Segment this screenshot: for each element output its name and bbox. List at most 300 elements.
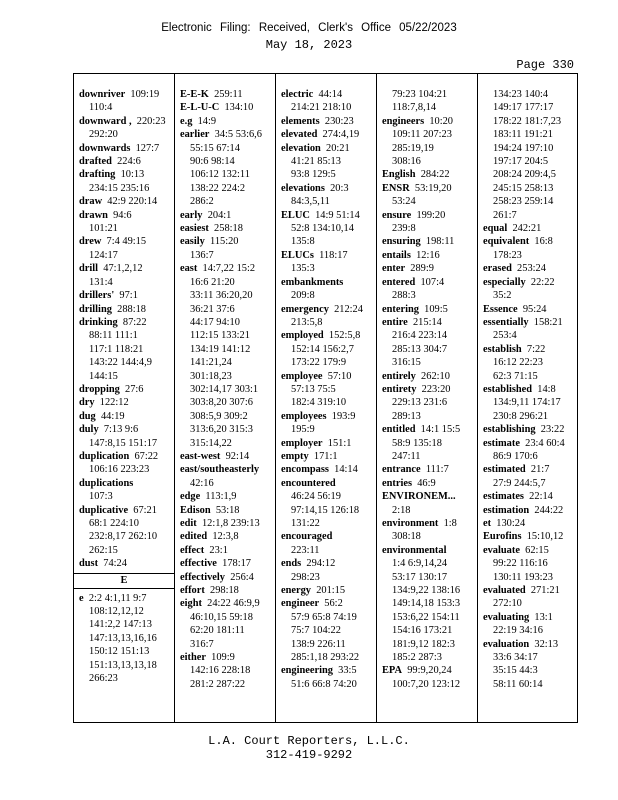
- index-entry: [79, 88, 174, 115]
- index-term: effectively: [180, 571, 225, 583]
- index-entry: [382, 262, 477, 275]
- index-term: engineers: [382, 115, 425, 127]
- page-line-refs-continued: 214:21 218:10: [291, 102, 352, 114]
- page-line-refs: 14:1 15:5: [415, 424, 461, 436]
- page-line-refs-continued: 106:12 132:11: [190, 169, 250, 181]
- page-line-refs-continued: 153:6,22 154:11: [392, 611, 460, 623]
- index-entry-line: [281, 370, 376, 383]
- page-line-refs-continued: 33:11 36:20,20: [190, 290, 253, 302]
- index-term: entirely: [382, 370, 416, 382]
- index-term: Essence: [483, 303, 518, 315]
- index-entry: [180, 209, 275, 222]
- page-line-refs: 53:18: [210, 504, 240, 516]
- page-line-refs: 32:13: [529, 638, 559, 650]
- index-entry: [180, 490, 275, 503]
- index-entry-line: [382, 463, 477, 476]
- index-entry: [483, 316, 579, 343]
- page-line-refs-continued: 142:16 228:18: [190, 665, 251, 677]
- index-entry: [281, 437, 376, 450]
- index-entry: [180, 584, 275, 597]
- page-line-refs-continued: 285:13 304:7: [392, 343, 448, 355]
- index-term: easiest: [180, 223, 209, 235]
- index-entry: [180, 557, 275, 570]
- index-term: employees: [281, 410, 327, 422]
- page-line-refs: 151:1: [322, 437, 352, 449]
- page-line-refs-continued: 46:24 56:19: [291, 491, 341, 503]
- page-line-refs: 24:22 46:9,9: [201, 598, 260, 610]
- page-line-refs-continued: 216:4 223:14: [392, 330, 448, 342]
- index-term: encountered: [281, 477, 336, 489]
- index-entry-line: [281, 584, 376, 597]
- index-term: engineer: [281, 598, 320, 610]
- index-term: drafted: [79, 156, 112, 168]
- page-line-refs-continued: 42:16: [190, 477, 214, 489]
- page-line-refs-continued: 197:17 204:5: [493, 156, 549, 168]
- index-term: east: [180, 263, 198, 275]
- index-term: entrance: [382, 464, 421, 476]
- index-entry: [483, 463, 579, 490]
- index-term: estimate: [483, 437, 520, 449]
- page-line-refs-continued: 208:24 209:4,5: [493, 169, 556, 181]
- index-entry-line: [382, 490, 477, 503]
- page-line-refs: 298:18: [204, 585, 239, 597]
- page-line-refs-continued: 79:23 104:21: [392, 89, 448, 100]
- page-line-refs: 14:14: [328, 464, 358, 476]
- index-term: edit: [180, 518, 197, 529]
- page-line-refs: 15:10,12: [521, 531, 564, 543]
- index-entry-line: [382, 370, 477, 383]
- index-entry: [382, 664, 477, 691]
- page-line-refs-continued: 234:15 235:16: [89, 182, 150, 194]
- index-entry: [382, 209, 477, 236]
- index-entry-line: [483, 611, 579, 624]
- page-line-refs: 74:24: [98, 558, 127, 570]
- page-line-refs-continued: 27:9 244:5,7: [493, 477, 546, 489]
- page-line-refs: 127:7: [130, 142, 160, 154]
- page-line-refs-continued: 229:13 231:6: [392, 397, 448, 409]
- page-line-refs: 7:4 49:15: [101, 236, 147, 248]
- index-entry: [382, 88, 477, 115]
- page-line-refs: 7:22: [521, 343, 546, 355]
- index-entry-line: [483, 490, 579, 503]
- page-line-refs-continued: 62:20 181:11: [190, 625, 245, 637]
- index-entry: [483, 88, 579, 222]
- index-term: downwards: [79, 142, 131, 154]
- page-line-refs-continued: 134:9,22 138:16: [392, 585, 461, 597]
- index-entry-line: [180, 504, 275, 517]
- page-line-refs-continued: 194:24 197:10: [493, 142, 554, 154]
- index-term: energy: [281, 585, 312, 597]
- index-entry: [382, 517, 477, 544]
- index-entry-line: [281, 664, 376, 677]
- page-line-refs-continued: 35:15 44:3: [493, 665, 538, 677]
- index-entry: [483, 584, 579, 611]
- page-line-refs-continued: 55:15 67:14: [190, 142, 240, 154]
- index-entry-line: [79, 168, 174, 181]
- index-entry: [79, 262, 174, 289]
- index-entry-line: [382, 303, 477, 316]
- index-term: duplicative: [79, 504, 129, 516]
- index-entry-line: [79, 450, 174, 463]
- index-entry: [79, 396, 174, 409]
- index-entry: [180, 571, 275, 584]
- index-entry-line: [79, 155, 174, 168]
- page-line-refs: 1:8: [438, 518, 457, 529]
- index-term: ensure: [382, 209, 412, 221]
- index-entry-line: [79, 303, 174, 316]
- index-entry-line: [483, 316, 579, 329]
- index-entry: [483, 235, 579, 262]
- index-term: earlier: [180, 129, 210, 141]
- index-column: [376, 74, 477, 722]
- page-line-refs-continued: 135:8: [291, 236, 315, 248]
- index-term: dust: [79, 558, 99, 570]
- page-line-refs: 152:5,8: [323, 330, 361, 342]
- page-line-refs-continued: 181:9,12 182:3: [392, 638, 455, 650]
- page-line-refs-continued: 53:17 130:17: [392, 571, 448, 583]
- index-term: effort: [180, 585, 205, 597]
- index-entry-line: [79, 289, 174, 302]
- page-line-refs: 62:15: [519, 544, 549, 556]
- section-letter: E: [74, 573, 174, 589]
- index-entry-line: [281, 128, 376, 141]
- page-line-refs-continued: 141:2,2 147:13: [89, 619, 152, 631]
- page-line-refs-continued: 144:15: [89, 370, 118, 382]
- index-term: electric: [281, 89, 314, 100]
- page-line-refs-continued: 106:16 223:23: [89, 464, 150, 476]
- index-column: [275, 74, 376, 722]
- index-entry: [281, 477, 376, 531]
- word-index-table: [73, 73, 578, 723]
- page-line-refs-continued: 44:17 94:10: [190, 316, 240, 328]
- reporter-phone: 312-419-9292: [265, 748, 353, 762]
- page-line-refs-continued: 150:12 151:13: [89, 646, 150, 658]
- index-term: establishing: [483, 424, 536, 436]
- index-entry-line: [79, 477, 174, 490]
- index-term: entering: [382, 303, 419, 315]
- page-line-refs-continued: 183:11 191:21: [493, 129, 553, 141]
- index-entry-line: [281, 209, 376, 222]
- index-entry: [180, 262, 275, 450]
- page-line-refs-continued: 75:7 104:22: [291, 625, 341, 637]
- index-entry-line: [180, 517, 275, 530]
- page-line-refs-continued: 289:13: [392, 410, 421, 422]
- page-line-refs-continued: 141:21,24: [190, 357, 232, 369]
- page-line-refs: 13:1: [529, 611, 553, 623]
- index-entry-line: [79, 410, 174, 423]
- index-term: embankments: [281, 276, 344, 288]
- page-line-refs: 44:19: [95, 410, 125, 422]
- index-term: ELUCs: [281, 249, 314, 261]
- index-entry-line: [281, 437, 376, 450]
- page-line-refs: 253:24: [511, 263, 546, 275]
- index-entry-line: [281, 115, 376, 128]
- index-entry-line: [281, 249, 376, 262]
- page-line-refs-continued: 230:8 296:21: [493, 410, 549, 422]
- index-entry: [180, 504, 275, 517]
- page-line-refs-continued: 149:17 177:17: [493, 102, 554, 114]
- page-line-refs-continued: 99:22 116:16: [493, 558, 548, 570]
- page-line-refs-continued: 301:18,23: [190, 370, 232, 382]
- page-line-refs: 215:14: [407, 316, 442, 328]
- index-term: ends: [281, 558, 302, 570]
- page-line-refs: 230:23: [319, 115, 354, 127]
- index-entry-line: [281, 557, 376, 570]
- index-entry-line: [483, 530, 579, 543]
- index-term: easily: [180, 236, 205, 248]
- page-line-refs-continued: 51:6 66:8 74:20: [291, 678, 357, 690]
- page-line-refs-continued: 100:7,20 123:12: [392, 678, 461, 690]
- index-entry: [79, 557, 174, 570]
- page-line-refs-continued: 258:23 259:14: [493, 196, 554, 208]
- index-entry: [180, 222, 275, 235]
- page-line-refs-continued: 195:9: [291, 424, 315, 436]
- index-entry: [483, 517, 579, 530]
- index-entry: [180, 463, 275, 490]
- index-entry: [281, 597, 376, 664]
- index-term: ENSR: [382, 182, 410, 194]
- index-entry: [483, 490, 579, 503]
- index-entry: [382, 463, 477, 476]
- index-term: duplication: [79, 450, 130, 462]
- index-entry: [281, 209, 376, 249]
- page-line-refs-continued: 112:15 133:21: [190, 330, 250, 342]
- page-line-refs: 67:21: [128, 504, 157, 516]
- index-entry-line: [483, 463, 579, 476]
- index-entry: [180, 128, 275, 208]
- index-term: entered: [382, 276, 416, 288]
- page-line-refs: 193:9: [326, 410, 356, 422]
- page-line-refs: 107:4: [415, 276, 445, 288]
- index-term: ENVIRONEM...: [382, 491, 456, 503]
- index-term: estimates: [483, 491, 524, 503]
- index-term: elevated: [281, 129, 318, 141]
- index-entry-line: [382, 276, 477, 289]
- page-line-refs: 10:20: [424, 115, 454, 127]
- page-line-refs-continued: 239:8: [392, 223, 416, 235]
- index-entry: [483, 262, 579, 275]
- index-entry-line: [483, 235, 579, 248]
- index-entry: [382, 235, 477, 248]
- index-entry: [382, 276, 477, 303]
- page-line-refs: 118:17: [313, 249, 348, 261]
- index-entry-line: [483, 303, 579, 316]
- page-line-refs: 95:24: [517, 303, 547, 315]
- reporter-company: L.A. Court Reporters, L.L.C.: [208, 734, 410, 748]
- index-entry-line: [180, 235, 275, 248]
- page-line-refs: 14:7,22 15:2: [197, 263, 256, 275]
- index-entry-line: [79, 557, 174, 570]
- page-line-refs: 47:1,2,12: [98, 263, 143, 275]
- index-entry-line: [281, 477, 376, 490]
- index-term: EPA: [382, 665, 403, 677]
- index-term: estimated: [483, 464, 526, 476]
- index-entry-line: [382, 249, 477, 262]
- page-line-refs: 204:1: [202, 209, 232, 221]
- page-line-refs: 46:9: [412, 477, 436, 489]
- index-term: drill: [79, 263, 99, 275]
- page-line-refs: 109:5: [418, 303, 448, 315]
- index-term: Eurofins: [483, 531, 522, 543]
- page-line-refs: 22:22: [525, 276, 555, 288]
- page-line-refs: 14:8: [532, 383, 556, 395]
- index-entry: [79, 423, 174, 450]
- index-entry-line: [79, 423, 174, 436]
- index-term: dropping: [79, 383, 120, 395]
- page-line-refs: 10:13: [115, 169, 145, 181]
- index-entry-line: [382, 316, 477, 329]
- index-column: [74, 74, 174, 722]
- index-term: employer: [281, 437, 323, 449]
- page-line-refs: 111:7: [420, 464, 449, 476]
- page-line-refs: 92:14: [220, 450, 250, 462]
- page-line-refs-continued: 108:12,12,12: [89, 606, 144, 618]
- page-line-refs-continued: 138:22 224:2: [190, 182, 246, 194]
- page-line-refs: 262:10: [415, 370, 450, 382]
- page-line-refs: 23:4 60:4: [519, 437, 565, 449]
- page-line-refs-continued: 315:14,22: [190, 437, 232, 449]
- index-entry-line: [79, 142, 174, 155]
- index-term: erased: [483, 263, 512, 275]
- index-entry-line: [281, 182, 376, 195]
- index-entry: [79, 316, 174, 383]
- index-entry-line: [483, 437, 579, 450]
- page-line-refs-continued: 298:23: [291, 571, 320, 583]
- index-entry: [382, 477, 477, 490]
- page-line-refs: 14:9: [192, 115, 217, 127]
- index-entry-line: [180, 463, 275, 476]
- index-term: duplications: [79, 477, 134, 489]
- page-line-refs-continued: 88:11 111:1: [89, 330, 138, 342]
- page-line-refs: 158:21: [528, 316, 563, 328]
- page-line-refs-continued: 213:5,8: [291, 316, 323, 328]
- page-line-refs-continued: 232:8,17 262:10: [89, 531, 158, 543]
- index-entry: [483, 504, 579, 517]
- index-entry: [281, 370, 376, 410]
- index-entry-line: [382, 168, 477, 181]
- page-line-refs-continued: 68:1 224:10: [89, 518, 139, 529]
- index-term: English: [382, 169, 416, 181]
- page-line-refs-continued: 135:3: [291, 263, 315, 275]
- index-entry: [382, 383, 477, 423]
- page-line-refs-continued: 131:4: [89, 276, 113, 288]
- index-entry-line: [382, 209, 477, 222]
- deposition-date: May 18, 2023: [265, 38, 353, 52]
- page-line-refs: 109:19: [125, 89, 160, 100]
- index-entry-line: [281, 463, 376, 476]
- page-line-refs: 130:24: [491, 518, 526, 529]
- index-entry: [79, 450, 174, 477]
- page-line-refs-continued: 152:14 156:2,7: [291, 343, 354, 355]
- index-entry: [180, 235, 275, 262]
- page-line-refs: 294:12: [301, 558, 336, 570]
- page-line-refs-continued: 57:9 65:8 74:19: [291, 611, 357, 623]
- page-line-refs-continued: 58:11 60:14: [493, 678, 543, 690]
- page-line-refs: 134:10: [219, 102, 254, 114]
- page-line-refs: 21:7: [525, 464, 550, 476]
- index-term: Edison: [180, 504, 211, 516]
- page-line-refs-continued: 58:9 135:18: [392, 437, 442, 449]
- page-line-refs-continued: 247:11: [392, 450, 421, 462]
- page-line-refs: 12:3,8: [207, 531, 239, 543]
- page-line-refs: 20:3: [324, 182, 349, 194]
- index-entry-line: [180, 128, 275, 141]
- page-number: Page 330: [516, 58, 574, 72]
- page-line-refs: 109:9: [205, 652, 235, 664]
- page-line-refs: 289:9: [405, 263, 434, 275]
- page-line-refs-continued: 245:15 258:13: [493, 182, 554, 194]
- index-entry-line: [180, 209, 275, 222]
- filing-header: Electronic Filing: Received, Clerk's Office 05/22/2023: [161, 22, 457, 34]
- index-term: elements: [281, 115, 320, 127]
- page-line-refs: 33:5: [332, 665, 357, 677]
- index-entry: [281, 530, 376, 557]
- index-entry: [483, 222, 579, 235]
- page-line-refs-continued: 109:11 207:23: [392, 129, 452, 141]
- index-term: edge: [180, 491, 201, 503]
- index-term: dug: [79, 410, 96, 422]
- index-entry: [483, 276, 579, 303]
- index-entry-line: [382, 664, 477, 677]
- page-line-refs: 16:8: [529, 236, 553, 248]
- index-term: ensuring: [382, 236, 421, 248]
- page-line-refs-continued: 101:21: [89, 223, 118, 235]
- index-entry: [483, 383, 579, 423]
- index-term: east/southeasterly: [180, 464, 260, 476]
- page-line-refs-continued: 90:6 98:14: [190, 156, 235, 168]
- index-entry-line: [79, 88, 174, 101]
- index-entry: [79, 195, 174, 208]
- page-line-refs-continued: 107:3: [89, 491, 113, 503]
- index-term: equivalent: [483, 236, 530, 248]
- index-entry-line: [382, 544, 477, 557]
- page-line-refs-continued: 1:4 6:9,14,24: [392, 558, 448, 570]
- index-entry-line: [79, 592, 174, 605]
- index-entry: [281, 276, 376, 303]
- index-entry-line: [180, 490, 275, 503]
- index-term: environmental: [382, 544, 447, 556]
- index-entry-line: [79, 396, 174, 409]
- index-term: environment: [382, 518, 439, 529]
- page-line-refs-continued: 93:8 129:5: [291, 169, 336, 181]
- index-entry-line: [79, 115, 174, 128]
- index-term: enter: [382, 263, 406, 275]
- index-entry: [281, 584, 376, 597]
- index-term: establish: [483, 343, 522, 355]
- index-entry: [281, 142, 376, 182]
- index-entry-line: [180, 584, 275, 597]
- index-term: downriver: [79, 89, 126, 100]
- page-line-refs: 57:10: [322, 370, 352, 382]
- page-line-refs-continued: 288:3: [392, 290, 416, 302]
- page-line-refs-continued: 110:4: [89, 102, 113, 114]
- page-line-refs-continued: 16:6 21:20: [190, 276, 235, 288]
- index-term: engineering: [281, 665, 333, 677]
- page-line-refs-continued: 313:6,20 315:3: [190, 424, 253, 436]
- page-line-refs: 242:21: [507, 223, 542, 235]
- index-entry-line: [382, 182, 477, 195]
- index-term: ELUC: [281, 209, 310, 221]
- index-entry-line: [483, 343, 579, 356]
- page-line-refs-continued: 143:22 144:4,9: [89, 357, 152, 369]
- index-term: either: [180, 652, 206, 664]
- index-entry-line: [281, 329, 376, 342]
- index-entry-line: [281, 450, 376, 463]
- page-line-refs: 115:20: [204, 236, 239, 248]
- page-line-refs: 44:14: [313, 89, 343, 100]
- page-line-refs: 56:2: [319, 598, 343, 610]
- index-entry-line: [79, 504, 174, 517]
